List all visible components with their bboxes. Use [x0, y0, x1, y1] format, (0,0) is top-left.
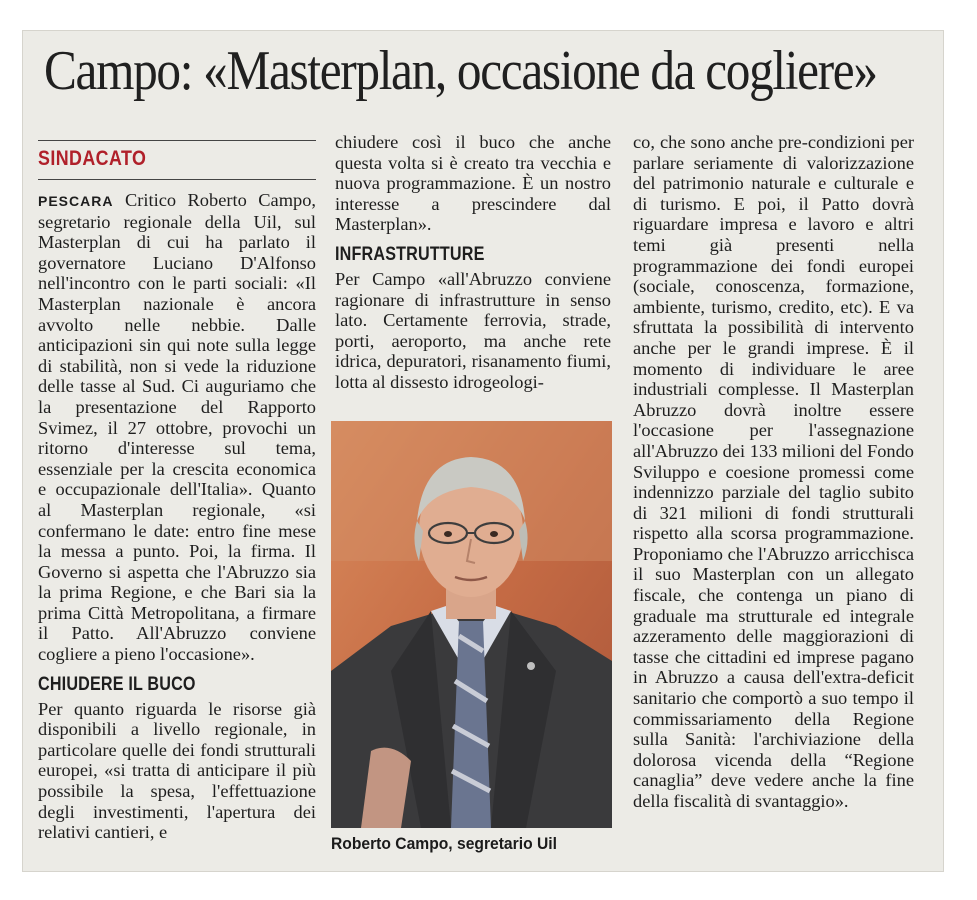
- paragraph-infrastrutture: Per Campo «all'Abruzzo conviene ragionare di infrastrutture in senso lato. Certamente ferrovia, strade, porti, aeroporto, ma anche rete idrica, depuratori, risanamento fiumi, lotta al dissesto idrogeologi-: [335, 268, 611, 392]
- column-3: [633, 132, 914, 812]
- subhead-chiudere: CHIUDERE IL BUCO: [38, 673, 196, 695]
- subhead-infrastrutture: INFRASTRUTTURE: [335, 243, 485, 265]
- section-label: SINDACATO: [38, 147, 147, 170]
- paragraph-continuation: chiudere così il buco che anche questa volta si è creato tra vecchia e nuova programmazione. È un nostro interesse a prescindere dal Masterplan».: [335, 132, 611, 235]
- paragraph-conclusion: co, che sono anche pre-condizioni per parlare seriamente di valorizzazione del patrimonio naturale e culturale e di turismo. E poi, il Patto dovrà riguardare impresa e lavoro e altri temi già presenti nella programmazione dei fondi europei (sociale, conoscenza, formazione, ambiente, turismo, credito, etc). E va sfruttata la possibilità di intervento anche per le grandi imprese. È il momento di individuare le aree industriali complesse. Il Masterplan Abruzzo dovrà inoltre essere l'occasione per l'assegnazione all'Abruzzo dei 133 milioni del Fondo Sviluppo e coesione promessi come indennizzo parziale del taglio subito di 321 milioni di fondi strutturali rispetto alla scorsa programmazione. Proponiamo che l'Abruzzo arricchisca il suo Masterplan con un allegato fiscale, che contenga un piano di graduale ma strutturale ed integrale azzeramento delle maggiorazioni di tasse che cittadini ed imprese pagano in Abruzzo a causa dell'extra-deficit sanitario che comportò a suo tempo il commissariamento della Regione sulla Sanità: l'archiviazione della dolorosa vicenda della “Regione canaglia” deve vedere anche la fine della fiscalità di svantaggio».: [633, 132, 914, 811]
- photo-caption: Roberto Campo, segretario Uil: [331, 834, 557, 853]
- portrait-illustration: [331, 421, 612, 828]
- portrait-photo: [331, 421, 612, 828]
- column-2: [335, 132, 611, 393]
- column-1: [38, 140, 316, 843]
- paragraph-intro: [38, 190, 316, 665]
- paragraph-intro-text: Critico Roberto Campo, segretario regionale della Uil, sul Masterplan di cui ha parlato il governatore Luciano D'Alfonso nell'incontro con le parti sociali: «Il Masterplan nazionale è ancora avvolto nelle nebbie. Dalle anticipazioni sin qui note sulla legge di stabilità, non si vede la riduzione delle tasse al Sud. Ci auguriamo che la presentazione del Rapporto Svimez, il 27 ottobre, provochi un ritorno d'interesse sul tema, essenziale per la crescita economica e occupazionale dell'Italia». Quanto al Masterplan regionale, «si confermano le date: entro fine mese la messa a punto. Poi, la firma. Il Governo si aspetta che l'Abruzzo sia la prima Regione, e che Bari sia la prima Città Metropolitana, a firmare il Patto. All'Abruzzo conviene cogliere a pieno l'occasione».: [38, 190, 316, 665]
- paragraph-chiudere: Per quanto riguarda le risorse già disponibili a livello regionale, in particolare quelle dei fondi strutturali europei, «si tratta di anticipare il più possibile la spesa, l'effettuazione degli investimenti, l'apertura dei relativi cantieri, e: [38, 698, 316, 843]
- headline: Campo: «Masterplan, occasione da cogliere»: [44, 40, 877, 102]
- dateline: PESCARA: [38, 193, 114, 209]
- section-rule-bottom: [38, 179, 316, 180]
- section-rule-top: [38, 140, 316, 141]
